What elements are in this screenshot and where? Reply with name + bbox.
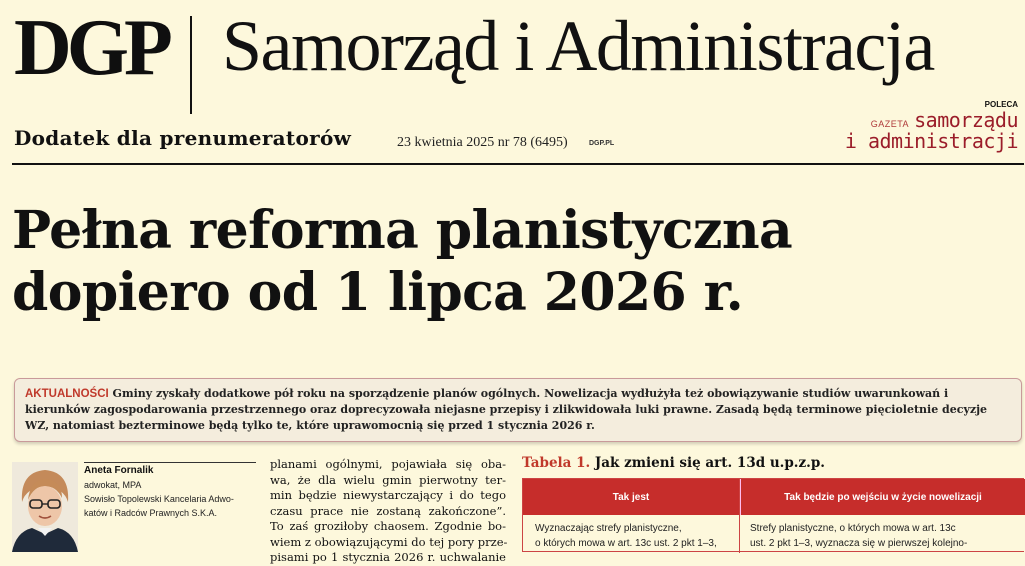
site-link[interactable]: DGP.PL xyxy=(589,140,615,147)
author-photo xyxy=(12,462,78,552)
author-rule xyxy=(84,462,256,463)
article-headline xyxy=(12,200,792,325)
table-cell-current xyxy=(535,521,735,551)
body-line: pisami po 1 stycznia 2026 r. uchwalanie xyxy=(270,550,506,564)
author-role xyxy=(84,478,256,520)
masthead-divider xyxy=(190,16,192,114)
body-line: wa, że dla wielu gmin pierwotny ter- xyxy=(270,472,506,487)
table-cell-amended xyxy=(750,521,1022,551)
comparison-table xyxy=(522,478,1024,552)
table-header-current: Tak jest xyxy=(523,479,739,515)
table-caption xyxy=(522,455,825,471)
dgp-logo[interactable]: DGP xyxy=(14,4,168,92)
article-body xyxy=(270,457,506,566)
body-line: To zaś groziłoby chaosem. Zgodnie bo- xyxy=(270,519,506,533)
masthead-rule xyxy=(12,163,1024,165)
table-cell-line: Strefy planistyczne, o których mowa w art. 13c xyxy=(750,523,956,534)
body-line: czasu prace nie zostaną zakończone”. xyxy=(270,503,506,518)
body-line: wiem z obowiązującymi do tej pory prze- xyxy=(270,534,508,549)
recommends-label: POLECA xyxy=(984,100,1018,109)
table-header-amended: Tak będzie po wejściu w życie nowelizacji xyxy=(740,479,1025,515)
gazeta-logo[interactable] xyxy=(845,110,1018,151)
author-name: Aneta Fornalik xyxy=(84,465,154,476)
supplement-label: Dodatek dla prenumeratorów xyxy=(14,126,352,150)
headline-line-1: Pełna reforma planistyczna xyxy=(12,200,793,261)
section-title: Samorząd i Administracja xyxy=(222,6,934,86)
gazeta-line1: samorządu xyxy=(914,108,1018,132)
table-cell-line: Wyznaczając strefy planistyczne, xyxy=(535,523,682,534)
issue-date: 23 kwietnia 2025 nr 78 (6495) xyxy=(397,135,568,150)
gazeta-line2: i administracji xyxy=(844,129,1018,153)
table-caption-number: Tabela 1. xyxy=(522,455,591,471)
author-role-line: Sowisło Topolewski Kancelaria Adwo- xyxy=(84,494,234,504)
news-box xyxy=(14,378,1022,442)
table-caption-text: Jak zmieni się art. 13d u.p.z.p. xyxy=(594,455,826,471)
author-role-line: adwokat, MPA xyxy=(84,480,142,490)
table-column-divider xyxy=(739,479,740,553)
table-cell-line: ust. 2 pkt 1–3, wyznacza się w pierwszej kolejno- xyxy=(750,538,968,549)
news-text: Gminy zyskały dodatkowe pół roku na sporządzenie planów ogólnych. Nowelizacja wydłużyła też obowiązywanie studiów uwarunkowań i kierunków zagospodarowania przestrzennego oraz doprecyzowała niejasne przepisy i zlikwidowała luki prawne. Zasadą będą terminowe pięcioletnie decyzje WZ, natomiast bezterminowe będą tylko te, które uprawomocnią się przed 1 stycznia 2026 r. xyxy=(25,387,988,432)
news-tag: AKTUALNOŚCI xyxy=(25,388,109,400)
gazeta-prefix: GAZETA xyxy=(870,119,910,129)
headline-line-2: dopiero od 1 lipca 2026 r. xyxy=(12,262,744,324)
author-role-line: katów i Radców Prawnych S.K.A. xyxy=(84,508,218,518)
table-cell-line: o których mowa w art. 13c ust. 2 pkt 1–3, xyxy=(535,538,717,549)
body-line: planami ogólnymi, pojawiała się oba- xyxy=(270,457,506,471)
body-line: min będzie niewystarczający i do tego xyxy=(270,488,506,502)
